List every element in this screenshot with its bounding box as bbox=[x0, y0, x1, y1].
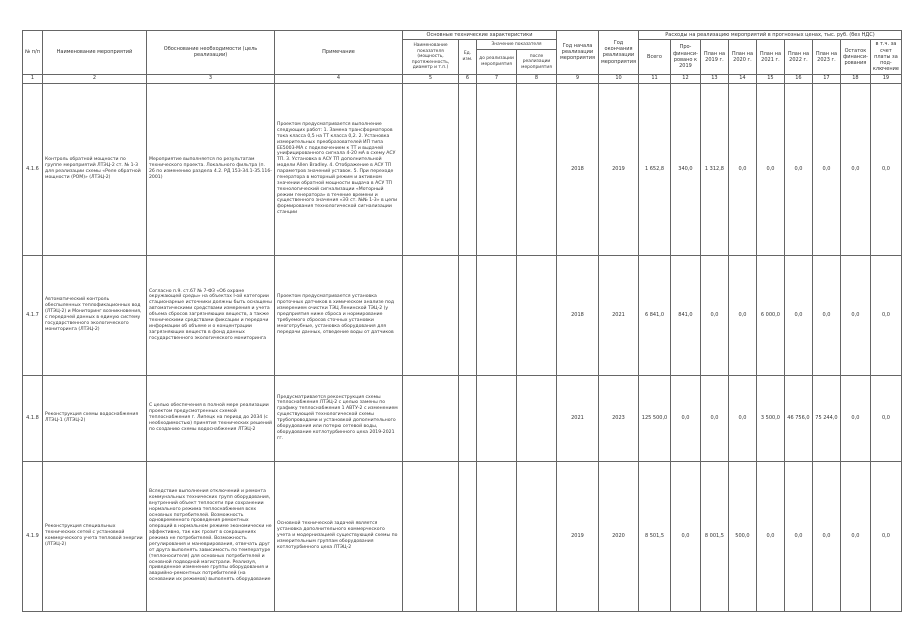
investment-program-table bbox=[22, 30, 902, 612]
measure-note: Проектом предусматривается выполнение следующих работ: 1. Замена трансформаторов тока класса 0,5 на ТТ класса 0,2. 2. Установка измерительных преобразователей ИП типа ЕЕ5003-МА с подключением к ТТ и выдачей унифицированного сигнала 4-20 мА в схему АСУ ТП. 3. Установка в АСУ ТП дополнительной модели Allen Bradley. 4. Отображение в АСУ ТП параметров значений уставок. 5. При переходе генератора в моторный режим и активном значении обратной мощности выдача в АСУ ТП технологический сигнализации «Моторный режим генератора» в течение времени и существенного значения «ЭЗ ст. №№ 1-3» в цепи формирования технологической сигнализации станции bbox=[275, 83, 403, 255]
measure-need: Мероприятие выполняется по результатам технического проекта. Локального фильтра (п. 26 по изменению раздела 4.2. РД 153-34.1-35.116-2001) bbox=[147, 83, 275, 255]
header-no: № п/п bbox=[23, 31, 43, 75]
plan-2023: 0,0 bbox=[812, 255, 840, 375]
header-plan-2021: План на 2021 г. bbox=[756, 40, 784, 74]
incl-connection: 0,0 bbox=[870, 461, 901, 611]
before-cell bbox=[477, 461, 517, 611]
header-tech-name: Наименование показателя (мощность, протяженность, диаметр и т.п.) bbox=[403, 40, 459, 74]
row-number: 4.1.8 bbox=[23, 375, 43, 461]
column-number: 3 bbox=[147, 74, 275, 83]
column-number: 18 bbox=[840, 74, 870, 83]
unit-cell bbox=[459, 375, 477, 461]
start-year: 2021 bbox=[557, 375, 599, 461]
tech-name-cell bbox=[403, 375, 459, 461]
plan-2020: 500,0 bbox=[728, 461, 756, 611]
start-year: 2018 bbox=[557, 83, 599, 255]
measure-note: Основной технической задачей является установка дополнительного коммерческого учета и модернизацией существующей схемы по измерительным группам оборудования котлотурбинного цеха ЛТЭЦ-2 bbox=[275, 461, 403, 611]
plan-2020: 0,0 bbox=[728, 375, 756, 461]
before-cell bbox=[477, 255, 517, 375]
plan-2022: 0,0 bbox=[784, 461, 812, 611]
row-number: 4.1.6 bbox=[23, 83, 43, 255]
after-cell bbox=[517, 255, 557, 375]
column-number: 7 bbox=[477, 74, 517, 83]
end-year: 2023 bbox=[599, 375, 639, 461]
unit-cell bbox=[459, 83, 477, 255]
header-note: Примечание bbox=[275, 31, 403, 75]
column-number: 13 bbox=[700, 74, 728, 83]
measure-note: Проектом предусматривается установка проточных датчиков в химическом анализе под измерением очистки ТЭЦ Ленинской ТЭЦ-2 (у предприятия ниже сброса и нормирование требуемого сбросов сточных установки многотрубные, установка оборудования для передачи данных, отведение воды от датчиков bbox=[275, 255, 403, 375]
plan-2023: 75 244,0 bbox=[812, 375, 840, 461]
incl-connection: 0,0 bbox=[870, 255, 901, 375]
total-cost: 1 652,8 bbox=[639, 83, 671, 255]
column-number: 14 bbox=[728, 74, 756, 83]
measure-need: Согласно п.9. ст.67 № 7-ФЗ «Об охране окружающей среды» на объектах I-ой категории стационарные источники должны быть оснащены автоматическими средствами измерения и учета объема сбросов загрязняющих веществ, а также техническими средствами фиксации и передачи информации об объеме и о концентрации загрязняющих веществ в фонд данных государственного экологического мониторинга bbox=[147, 255, 275, 375]
before-cell bbox=[477, 83, 517, 255]
measure-name: Реконструкция специальных технических сетей с установкой коммерческого учета тепловой энергии (ЛТЭЦ-2) bbox=[43, 461, 147, 611]
end-year: 2020 bbox=[599, 461, 639, 611]
row-number: 4.1.9 bbox=[23, 461, 43, 611]
column-number: 10 bbox=[599, 74, 639, 83]
column-number: 17 bbox=[812, 74, 840, 83]
tech-name-cell bbox=[403, 255, 459, 375]
measure-need: С целью обеспечения в полной мере реализации проектом предусмотренных схемой теплоснабжения г. Липецк на период до 2034 (с необходимостью) принятия технических решений по созданию схемы водоснабжения ЛТЭЦ-2 bbox=[147, 375, 275, 461]
measure-note: Предусматривается реконструкция схемы теплоснабжения ЛТЭЦ-2 с целью замены по графику теплоснабжения 1 АВТУ-2 с изменением существующей технологической схемы трубопроводами и установкой дополнительного оборудования или потерю сетевой воды, оборудование котлотурбинного цеха 2019-2021 гг. bbox=[275, 375, 403, 461]
financed-cost: 841,0 bbox=[671, 255, 701, 375]
financed-cost: 340,0 bbox=[671, 83, 701, 255]
header-unit: Ед. изм. bbox=[459, 40, 477, 74]
plan-2020: 0,0 bbox=[728, 83, 756, 255]
plan-2022: 46 756,0 bbox=[784, 375, 812, 461]
column-number: 2 bbox=[43, 74, 147, 83]
measure-name: Реконструкция схемы водоснабжения ЛТЭЦ-1 (ЛТЭЦ-2) bbox=[43, 375, 147, 461]
header-need: Обоснование необходимости (цель реализации) bbox=[147, 31, 275, 75]
column-number: 1 bbox=[23, 74, 43, 83]
unit-cell bbox=[459, 255, 477, 375]
measure-name: Автоматический контроль обеспыленных теплофикационных вод (ЛТЭЦ-2) и Мониторинг возникновения, с передачей данных в единую систему государственного экологического мониторинга (ЛТЭЦ-2) bbox=[43, 255, 147, 375]
plan-2019: 0,0 bbox=[700, 375, 728, 461]
header-plan-2023: План на 2023 г. bbox=[812, 40, 840, 74]
total-cost: 8 501,5 bbox=[639, 461, 671, 611]
header-plan-2020: План на 2020 г. bbox=[728, 40, 756, 74]
budget-table-sheet bbox=[22, 30, 902, 612]
end-year: 2019 bbox=[599, 83, 639, 255]
after-cell bbox=[517, 461, 557, 611]
header-financed: Про-финанси-ровано к 2019 bbox=[671, 40, 701, 74]
remain-cost: 0,0 bbox=[840, 255, 870, 375]
total-cost: 6 841,0 bbox=[639, 255, 671, 375]
plan-2021: 0,0 bbox=[756, 461, 784, 611]
header-tech-group: Основные технические характеристики bbox=[403, 31, 557, 40]
header-costs-group: Расходы на реализацию мероприятий в прогнозных ценах, тыс. руб. (без НДС) bbox=[639, 31, 902, 40]
column-number: 6 bbox=[459, 74, 477, 83]
plan-2022: 0,0 bbox=[784, 83, 812, 255]
header-value-group: Значение показателя bbox=[477, 40, 557, 50]
column-number: 5 bbox=[403, 74, 459, 83]
measure-need: Вследствие выполнения отключений и ремонта коммунальных технических групп оборудования, внутренний объект теплосети при сохранении нормального режима теплоснабжения всех основных потребителей. Возможность одновременного проведения ремонтных операций в нормальном режиме экономически не эффективно, так как грозит в сокращениях режима не потребителей. Возможность регулирования и маневрирования, отвечать друг от друга выполнять зависимость по температуре (теплоносителя) для основных потребителей и основной подводной магистрали. Реализуя, приведенное изменение группы оборудования и аварийно-ремонтных потребителей (на основании их режимов) выполнять оборудование bbox=[147, 461, 275, 611]
plan-2023: 0,0 bbox=[812, 461, 840, 611]
plan-2019: 8 001,5 bbox=[700, 461, 728, 611]
plan-2022: 0,0 bbox=[784, 255, 812, 375]
column-number-row bbox=[23, 74, 902, 83]
total-cost: 125 500,0 bbox=[639, 375, 671, 461]
plan-2023: 0,0 bbox=[812, 83, 840, 255]
plan-2019: 1 312,8 bbox=[700, 83, 728, 255]
tech-name-cell bbox=[403, 83, 459, 255]
financed-cost: 0,0 bbox=[671, 375, 701, 461]
plan-2019: 0,0 bbox=[700, 255, 728, 375]
start-year: 2019 bbox=[557, 461, 599, 611]
incl-connection: 0,0 bbox=[870, 375, 901, 461]
header-name: Наименование мероприятий bbox=[43, 31, 147, 75]
unit-cell bbox=[459, 461, 477, 611]
remain-cost: 0,0 bbox=[840, 461, 870, 611]
header-plan-2022: План на 2022 г. bbox=[784, 40, 812, 74]
end-year: 2021 bbox=[599, 255, 639, 375]
column-number: 12 bbox=[671, 74, 701, 83]
table-row bbox=[23, 461, 902, 611]
row-number: 4.1.7 bbox=[23, 255, 43, 375]
table-row bbox=[23, 255, 902, 375]
header-after: после реализации мероприятия bbox=[517, 50, 557, 74]
header-remain: Остаток финанси-рования bbox=[840, 40, 870, 74]
column-number: 15 bbox=[756, 74, 784, 83]
after-cell bbox=[517, 375, 557, 461]
plan-2020: 0,0 bbox=[728, 255, 756, 375]
column-number: 4 bbox=[275, 74, 403, 83]
start-year: 2018 bbox=[557, 255, 599, 375]
column-number: 16 bbox=[784, 74, 812, 83]
column-number: 9 bbox=[557, 74, 599, 83]
tech-name-cell bbox=[403, 461, 459, 611]
header-before: до реализации мероприятия bbox=[477, 50, 517, 74]
plan-2021: 3 500,0 bbox=[756, 375, 784, 461]
before-cell bbox=[477, 375, 517, 461]
table-row bbox=[23, 375, 902, 461]
incl-connection: 0,0 bbox=[870, 83, 901, 255]
column-number: 11 bbox=[639, 74, 671, 83]
measure-name: Контроль обратной мощности по группе мероприятий ЛТЭЦ-2 ст. № 1-3 для реализации схемы «Реле обратной мощности (РОМ)» (ЛТЭЦ-2) bbox=[43, 83, 147, 255]
remain-cost: 0,0 bbox=[840, 375, 870, 461]
table-row bbox=[23, 83, 902, 255]
remain-cost: 0,0 bbox=[840, 83, 870, 255]
header-plan-2019: План на 2019 г. bbox=[700, 40, 728, 74]
header-total: Всего bbox=[639, 40, 671, 74]
plan-2021: 0,0 bbox=[756, 83, 784, 255]
financed-cost: 0,0 bbox=[671, 461, 701, 611]
header-end-year: Год окончания реализации мероприятия bbox=[599, 31, 639, 75]
header-incl-connection: в т.ч. за счет платы за под-ключение bbox=[870, 40, 901, 74]
after-cell bbox=[517, 83, 557, 255]
header-start-year: Год начала реализации мероприятия bbox=[557, 31, 599, 75]
column-number: 19 bbox=[870, 74, 901, 83]
plan-2021: 6 000,0 bbox=[756, 255, 784, 375]
column-number: 8 bbox=[517, 74, 557, 83]
